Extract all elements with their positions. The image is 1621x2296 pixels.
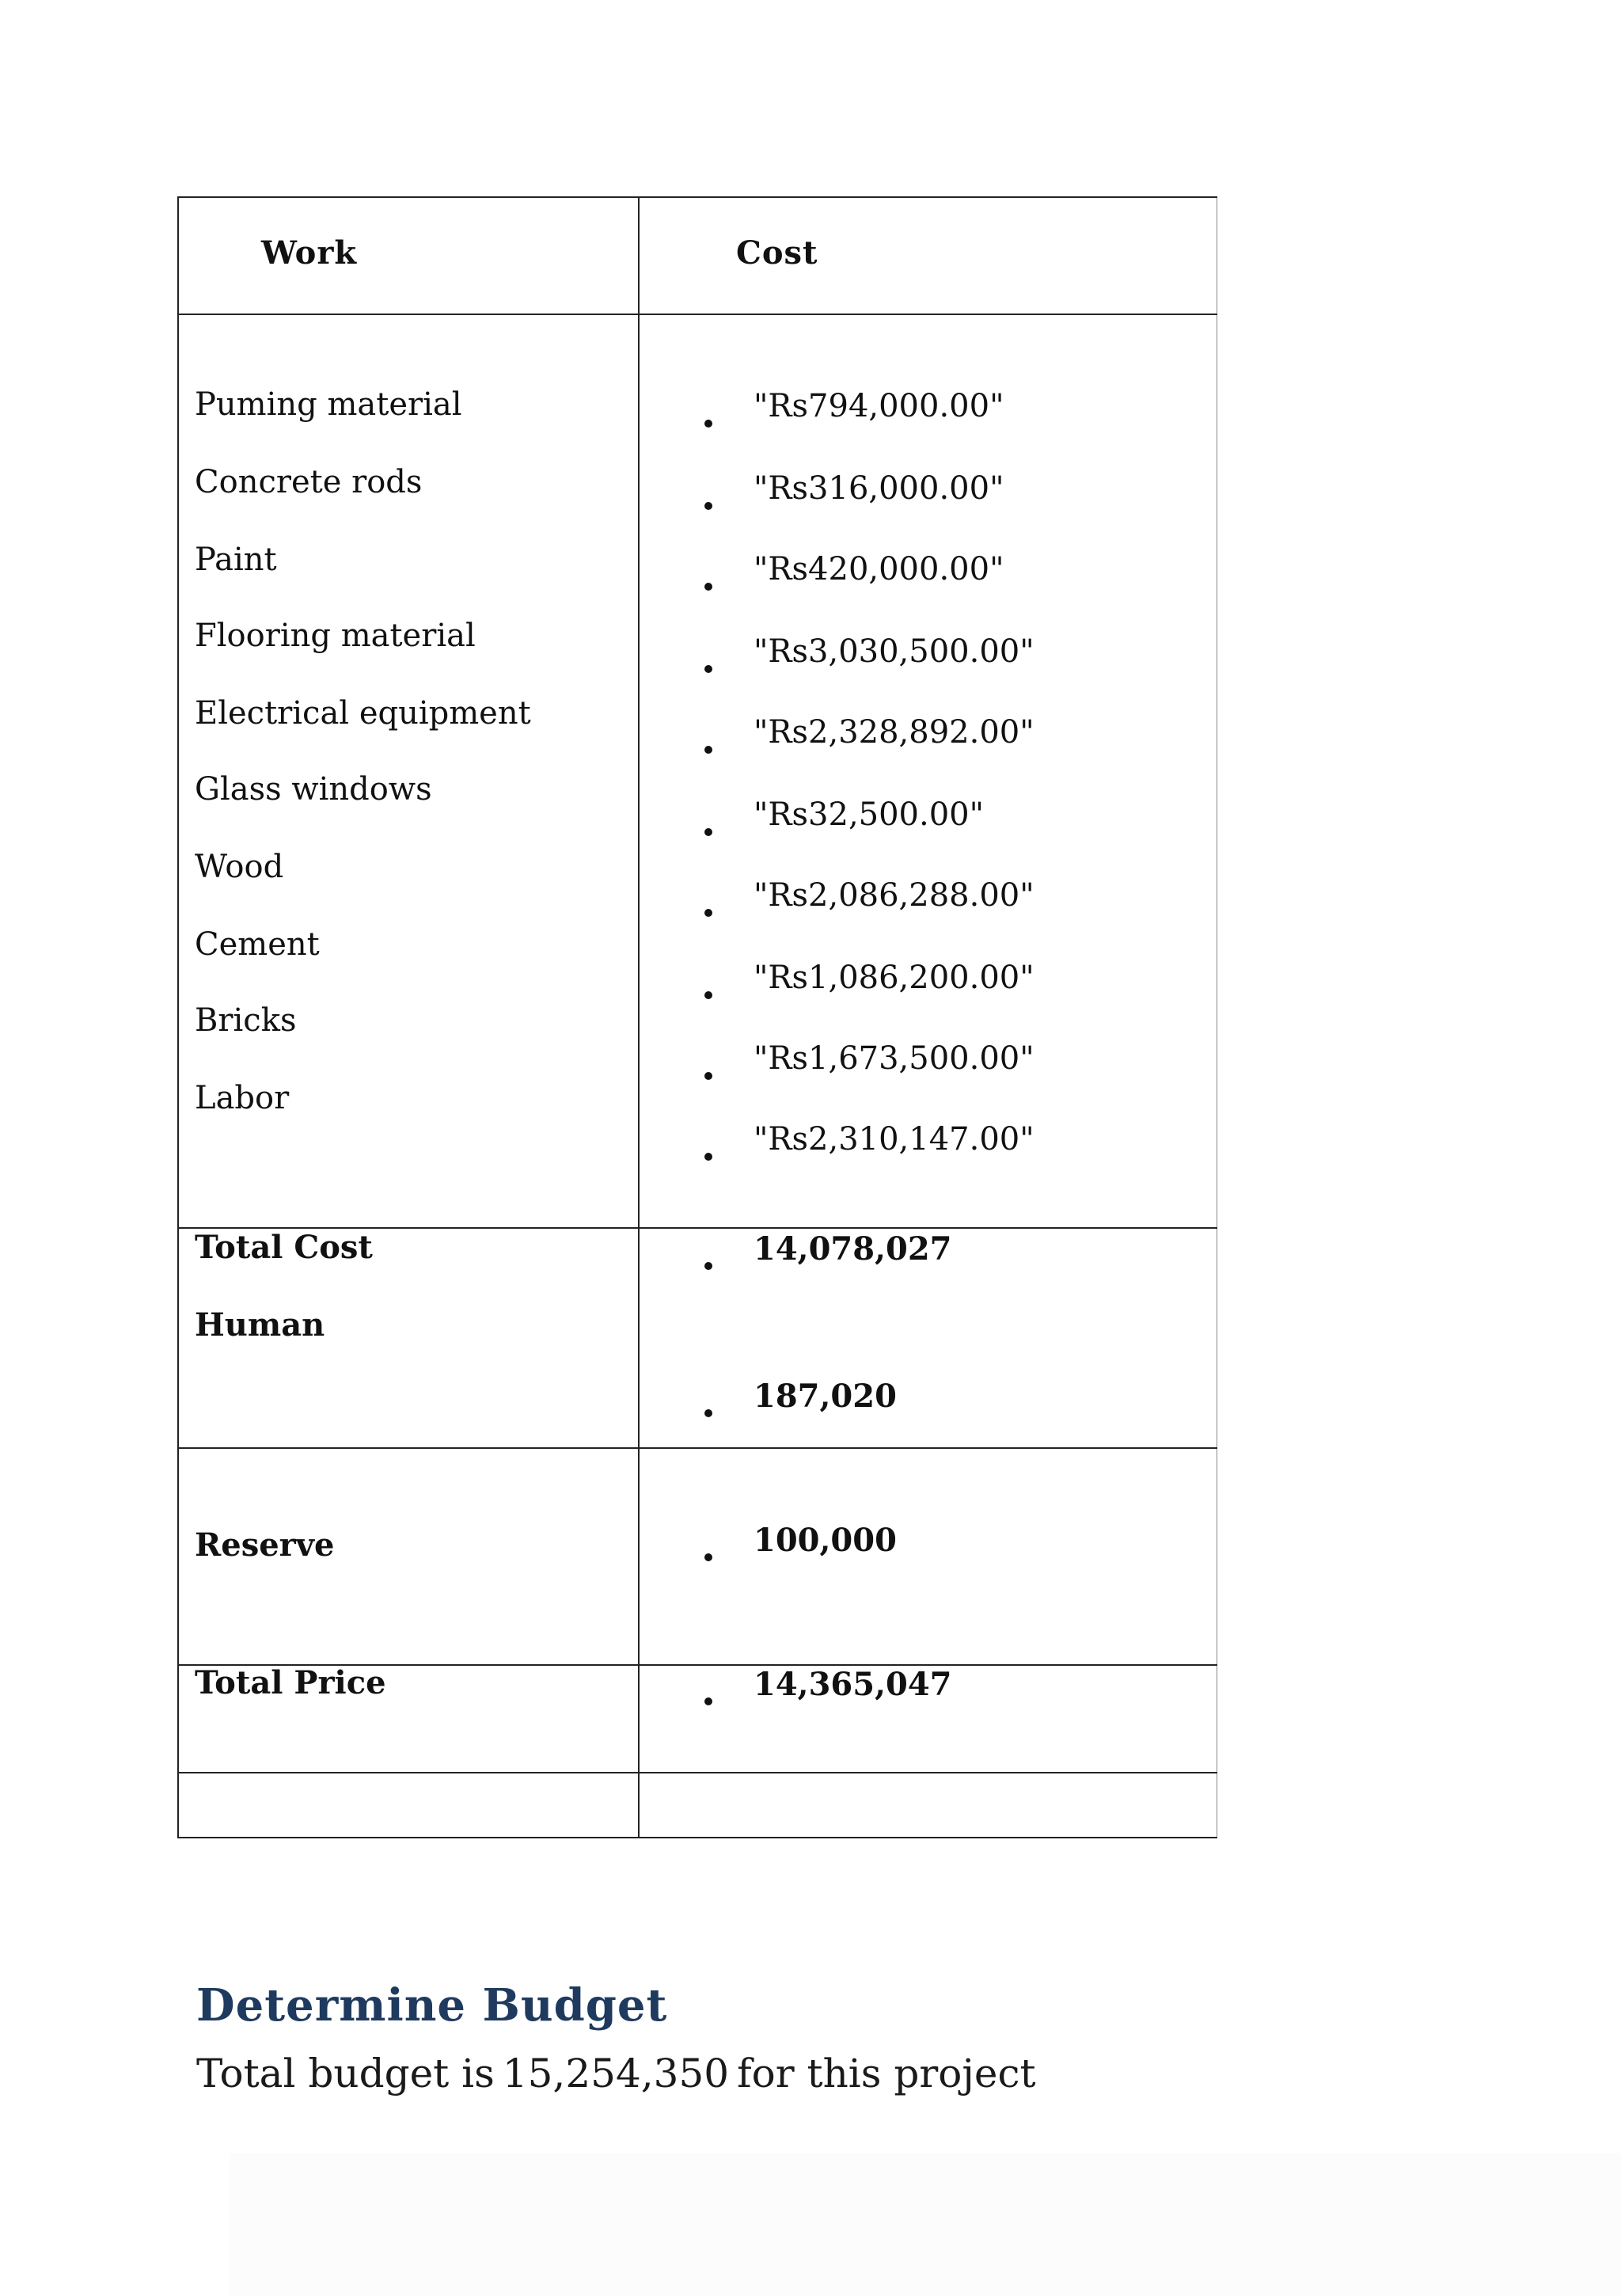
budget-text-prefix: Total budget is (196, 2051, 495, 2096)
cost-value: "Rs1,086,200.00" (754, 960, 1034, 996)
work-item: Flooring material (195, 618, 476, 654)
work-item: Concrete rods (195, 464, 423, 500)
work-item: Puming material (195, 386, 462, 423)
work-item: Glass windows (195, 771, 432, 808)
work-item: Wood (195, 849, 284, 885)
price-row-divider (179, 1772, 1217, 1773)
budget-text-suffix: for this project (737, 2051, 1036, 2096)
reserve-value: 100,000 (754, 1522, 897, 1559)
budget-heading: Determine Budget (196, 1979, 668, 2032)
header-row-divider (179, 314, 1217, 315)
page-footer-shade (230, 2153, 1621, 2296)
cost-value: "Rs316,000.00" (754, 470, 1004, 507)
bullet-icon (704, 1697, 712, 1705)
cost-value: "Rs32,500.00" (754, 796, 985, 833)
work-item: Labor (195, 1080, 290, 1116)
total-price-label: Total Price (195, 1664, 386, 1701)
bullet-icon (704, 420, 712, 428)
reserve-label: Reserve (195, 1526, 335, 1564)
totals-row-divider (179, 1447, 1217, 1449)
cost-value: "Rs1,673,500.00" (754, 1040, 1034, 1077)
work-item: Electrical equipment (195, 695, 531, 732)
bullet-icon (704, 746, 712, 754)
total-price-value: 14,365,047 (754, 1666, 952, 1703)
cost-value: "Rs2,086,288.00" (754, 877, 1034, 914)
human-value: 187,020 (754, 1378, 897, 1415)
header-work: Work (261, 234, 358, 272)
bullet-icon (704, 1262, 712, 1270)
bullet-icon (704, 991, 712, 999)
cost-value: "Rs2,328,892.00" (754, 714, 1034, 751)
bullet-icon (704, 828, 712, 836)
total-cost-value: 14,078,027 (754, 1230, 952, 1268)
bullet-icon (704, 502, 712, 510)
bullet-icon (704, 1153, 712, 1161)
bullet-icon (704, 583, 712, 591)
budget-text (196, 2051, 1036, 2096)
header-cost: Cost (736, 234, 818, 272)
cost-value: "Rs2,310,147.00" (754, 1121, 1034, 1158)
cost-value: "Rs794,000.00" (754, 388, 1004, 424)
bullet-icon (704, 909, 712, 917)
work-item: Bricks (195, 1002, 297, 1039)
work-item: Cement (195, 926, 320, 963)
work-item: Paint (195, 542, 277, 578)
cost-value: "Rs3,030,500.00" (754, 633, 1034, 670)
human-label: Human (195, 1306, 325, 1344)
bullet-icon (704, 1072, 712, 1080)
bullet-icon (704, 1553, 712, 1561)
cost-table (177, 196, 1217, 1838)
bullet-icon (704, 665, 712, 673)
column-divider (638, 198, 640, 1837)
bullet-icon (704, 1409, 712, 1417)
budget-amount: 15,254,350 (502, 2051, 730, 2096)
cost-value: "Rs420,000.00" (754, 551, 1004, 587)
total-cost-label: Total Cost (195, 1229, 373, 1266)
